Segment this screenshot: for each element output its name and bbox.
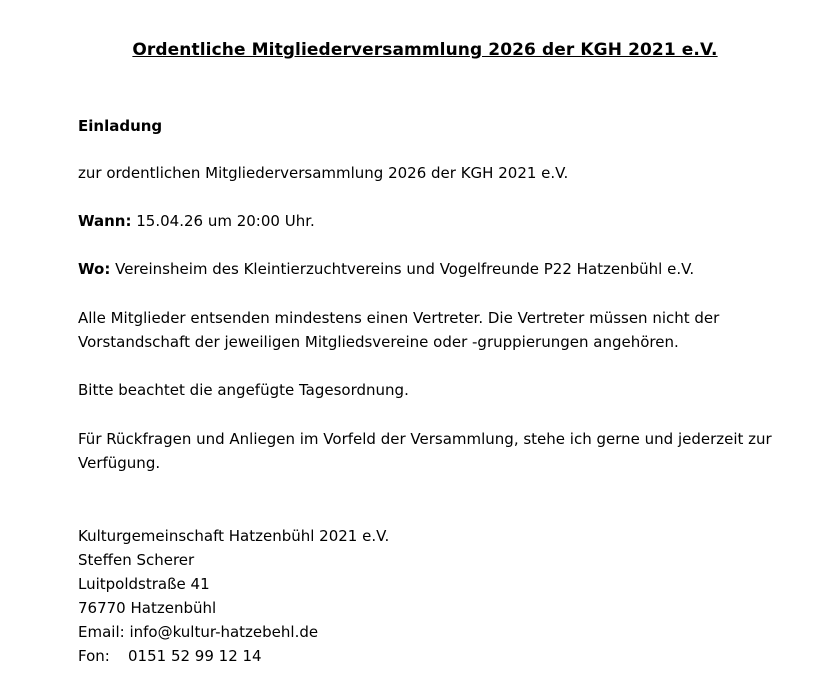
- signature-email: Email: info@kultur-hatzebehl.de: [78, 623, 319, 641]
- invitation-line: zur ordentlichen Mitgliederversammlung 2026 der KGH 2021 e.V.: [78, 164, 569, 182]
- where-value: Vereinsheim des Kleintierzuchtvereins und Vogelfreunde P22 Hatzenbühl e.V.: [110, 260, 695, 278]
- signature-phone: [78, 644, 389, 668]
- signature-organization: Kulturgemeinschaft Hatzenbühl 2021 e.V.: [78, 527, 390, 545]
- when-value: 15.04.26 um 20:00 Uhr.: [131, 212, 315, 230]
- contact-line-1: Für Rückfragen und Anliegen im Vorfeld der Versammlung, stehe ich gerne und jederzeit zur: [78, 430, 772, 448]
- invitation-heading: Einladung: [78, 117, 163, 135]
- when-label: Wann:: [78, 212, 132, 230]
- signature-name: Steffen Scherer: [78, 551, 195, 569]
- signature-block: [78, 524, 389, 668]
- document-title: Ordentliche Mitgliederversammlung 2026 der KGH 2021 e.V.: [132, 40, 718, 60]
- phone-value: 0151 52 99 12 14: [128, 647, 262, 665]
- signature-city: 76770 Hatzenbühl: [78, 599, 217, 617]
- contact-line-2: Verfügung.: [78, 454, 161, 472]
- members-line-1: Alle Mitglieder entsenden mindestens einen Vertreter. Die Vertreter müssen nicht der: [78, 309, 720, 327]
- signature-street: Luitpoldstraße 41: [78, 575, 210, 593]
- where-label: Wo:: [78, 260, 111, 278]
- where-paragraph: [78, 257, 694, 281]
- members-paragraph: [78, 306, 719, 354]
- when-paragraph: [78, 209, 315, 233]
- contact-paragraph: [78, 427, 772, 475]
- members-line-2: Vorstandschaft der jeweiligen Mitgliedsvereine oder -gruppierungen angehören.: [78, 333, 679, 351]
- agenda-note: Bitte beachtet die angefügte Tagesordnung.: [78, 381, 409, 399]
- phone-label: Fon:: [78, 647, 110, 665]
